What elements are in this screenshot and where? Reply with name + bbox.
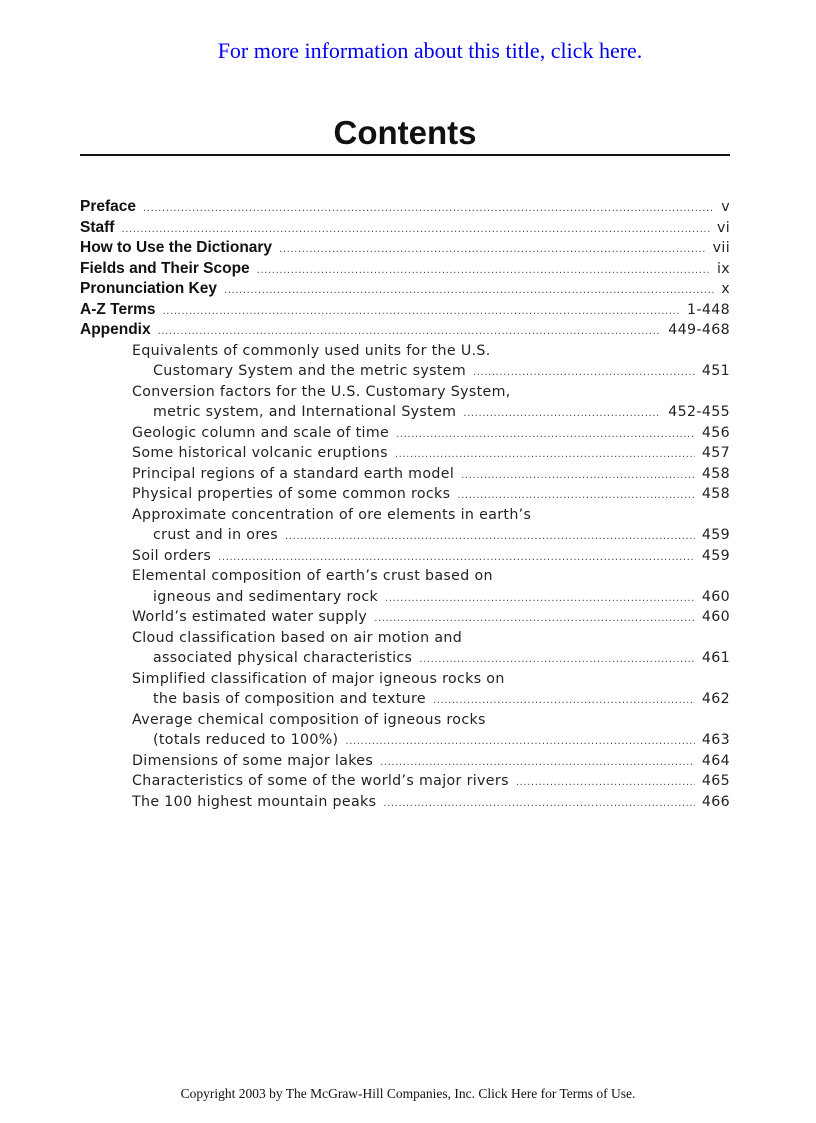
appendix-entry-igneous-chemistry[interactable] bbox=[80, 730, 730, 751]
dot-leader bbox=[345, 732, 694, 753]
more-info-link[interactable]: For more information about this title, click here. bbox=[217, 38, 643, 63]
toc-entry-page: 461 bbox=[701, 650, 730, 666]
appendix-entry-major-rivers[interactable] bbox=[80, 771, 730, 792]
toc-entry-label: Customary System and the metric system bbox=[153, 363, 466, 379]
toc-entry-page: 459 bbox=[701, 547, 730, 564]
appendix-entry-volcanic-eruptions[interactable] bbox=[80, 443, 730, 464]
dot-leader bbox=[473, 363, 695, 384]
dot-leader bbox=[224, 281, 714, 302]
toc-entry-label: associated physical characteristics bbox=[153, 650, 413, 666]
toc-entry-label: Staff bbox=[80, 218, 115, 236]
dot-leader bbox=[419, 650, 695, 671]
toc-entry-label: World’s estimated water supply bbox=[132, 609, 368, 625]
toc-entry-page: 449-468 bbox=[668, 322, 730, 338]
appendix-entry-major-lakes[interactable] bbox=[80, 751, 730, 772]
dot-leader bbox=[121, 220, 710, 241]
dot-leader bbox=[395, 445, 695, 466]
appendix-entry-igneous-chemistry-line1[interactable] bbox=[80, 710, 730, 731]
toc-entry-label: A-Z Terms bbox=[80, 300, 156, 318]
toc-entry-appendix[interactable] bbox=[80, 320, 730, 341]
toc-entry-page: x bbox=[721, 281, 730, 297]
toc-entry-page: 466 bbox=[701, 793, 730, 810]
toc-entry-label: the basis of composition and texture bbox=[153, 691, 426, 707]
toc-entry-label: crust and in ores bbox=[153, 527, 279, 543]
appendix-entry-units-line1[interactable] bbox=[80, 341, 730, 362]
appendix-entry-mountain-peaks[interactable] bbox=[80, 792, 730, 813]
appendix-entry-crust-composition-line1[interactable] bbox=[80, 566, 730, 587]
appendix-entry-cloud-classification[interactable] bbox=[80, 648, 730, 669]
toc-entry-page: vii bbox=[712, 240, 730, 256]
toc-entry-page: 462 bbox=[701, 691, 730, 707]
toc-entry-label: Principal regions of a standard earth model bbox=[132, 465, 455, 482]
appendix-entry-cloud-classification-line1[interactable] bbox=[80, 628, 730, 649]
toc-entry-page: 456 bbox=[701, 424, 730, 441]
appendix-entry-igneous-classification-line1[interactable] bbox=[80, 669, 730, 690]
toc-entry-label: Cloud classification based on air motion and bbox=[132, 629, 463, 646]
toc-entry-page: ix bbox=[716, 260, 730, 277]
appendix-entry-crust-composition[interactable] bbox=[80, 587, 730, 608]
toc-entry-label: Approximate concentration of ore elements in earth’s bbox=[132, 506, 532, 523]
appendix-entry-ore-elements[interactable] bbox=[80, 525, 730, 546]
toc-entry-label: Physical properties of some common rocks bbox=[132, 486, 451, 502]
toc-entry-page: vi bbox=[716, 219, 730, 236]
toc-entry-label: Appendix bbox=[80, 321, 151, 338]
appendix-entry-conversion[interactable] bbox=[80, 402, 730, 423]
toc-entry-page: 458 bbox=[701, 486, 730, 502]
toc-entry-page: 1-448 bbox=[687, 301, 730, 318]
dot-leader bbox=[463, 404, 661, 425]
toc-entry-label: The 100 highest mountain peaks bbox=[132, 793, 377, 810]
toc-entry-pronunciation-key[interactable] bbox=[80, 279, 730, 300]
dot-leader bbox=[279, 240, 706, 261]
dot-leader bbox=[218, 548, 695, 569]
toc-entry-label: Equivalents of commonly used units for the U.S. bbox=[132, 342, 491, 359]
toc-entry-label: How to Use the Dictionary bbox=[80, 239, 273, 256]
dot-leader bbox=[461, 466, 695, 487]
toc-entry-a-z-terms[interactable] bbox=[80, 300, 730, 321]
toc-entry-label: Dimensions of some major lakes bbox=[132, 752, 374, 769]
appendix-entry-earth-model[interactable] bbox=[80, 464, 730, 485]
toc-entry-page: 452-455 bbox=[668, 404, 730, 420]
toc-entry-label: Preface bbox=[80, 198, 137, 215]
toc-entry-label: Elemental composition of earth’s crust based on bbox=[132, 568, 493, 584]
toc-entry-page: 465 bbox=[701, 773, 730, 789]
toc-entry-how-to-use[interactable] bbox=[80, 238, 730, 259]
toc-entry-staff[interactable] bbox=[80, 218, 730, 239]
dot-leader bbox=[380, 753, 695, 774]
appendix-entry-geologic-column[interactable] bbox=[80, 423, 730, 444]
toc-entry-label: (totals reduced to 100%) bbox=[153, 732, 339, 748]
toc-entry-label: metric system, and International System bbox=[153, 404, 457, 420]
toc-entry-label: Pronunciation Key bbox=[80, 280, 217, 297]
toc-entry-label: Soil orders bbox=[132, 547, 212, 564]
toc-entry-label: Conversion factors for the U.S. Customary System, bbox=[132, 383, 511, 400]
dot-leader bbox=[433, 691, 695, 712]
dot-leader bbox=[385, 589, 695, 610]
appendix-entry-rock-properties[interactable] bbox=[80, 484, 730, 505]
table-of-contents bbox=[80, 197, 730, 812]
dot-leader bbox=[257, 261, 710, 282]
toc-entry-page: 451 bbox=[701, 363, 730, 379]
appendix-entry-igneous-classification[interactable] bbox=[80, 689, 730, 710]
dot-leader bbox=[143, 199, 714, 220]
toc-entry-page: v bbox=[721, 199, 730, 215]
toc-entry-label: Characteristics of some of the world’s major rivers bbox=[132, 773, 509, 789]
appendix-entry-ore-elements-line1[interactable] bbox=[80, 505, 730, 526]
toc-entry-preface[interactable] bbox=[80, 197, 730, 218]
toc-entry-page: 460 bbox=[701, 588, 730, 605]
toc-entry-fields-scope[interactable] bbox=[80, 259, 730, 280]
toc-entry-label: Simplified classification of major igneous rocks on bbox=[132, 670, 505, 687]
dot-leader bbox=[285, 527, 695, 548]
dot-leader bbox=[396, 425, 695, 446]
toc-entry-label: igneous and sedimentary rock bbox=[153, 588, 379, 605]
appendix-entry-conversion-line1[interactable] bbox=[80, 382, 730, 403]
dot-leader bbox=[374, 609, 695, 630]
appendix-entry-water-supply[interactable] bbox=[80, 607, 730, 628]
dot-leader bbox=[516, 773, 695, 794]
dot-leader bbox=[158, 322, 662, 343]
appendix-entry-units[interactable] bbox=[80, 361, 730, 382]
toc-entry-label: Average chemical composition of igneous rocks bbox=[132, 711, 486, 728]
toc-entry-label: Geologic column and scale of time bbox=[132, 424, 390, 441]
toc-entry-label: Fields and Their Scope bbox=[80, 259, 250, 277]
title-divider bbox=[80, 154, 730, 156]
toc-entry-page: 458 bbox=[701, 465, 730, 482]
appendix-entry-soil-orders[interactable] bbox=[80, 546, 730, 567]
dot-leader bbox=[457, 486, 695, 507]
copyright-notice[interactable]: Copyright 2003 by The McGraw-Hill Companies, Inc. Click Here for Terms of Use. bbox=[180, 1086, 636, 1101]
toc-entry-page: 463 bbox=[701, 732, 730, 748]
dot-leader bbox=[383, 794, 695, 815]
toc-entry-label: Some historical volcanic eruptions bbox=[132, 445, 388, 461]
page-title: Contents bbox=[333, 114, 477, 151]
toc-entry-page: 457 bbox=[701, 445, 730, 461]
toc-entry-page: 460 bbox=[701, 609, 730, 625]
dot-leader bbox=[163, 302, 681, 323]
toc-entry-page: 464 bbox=[701, 752, 730, 769]
toc-entry-page: 459 bbox=[701, 527, 730, 543]
